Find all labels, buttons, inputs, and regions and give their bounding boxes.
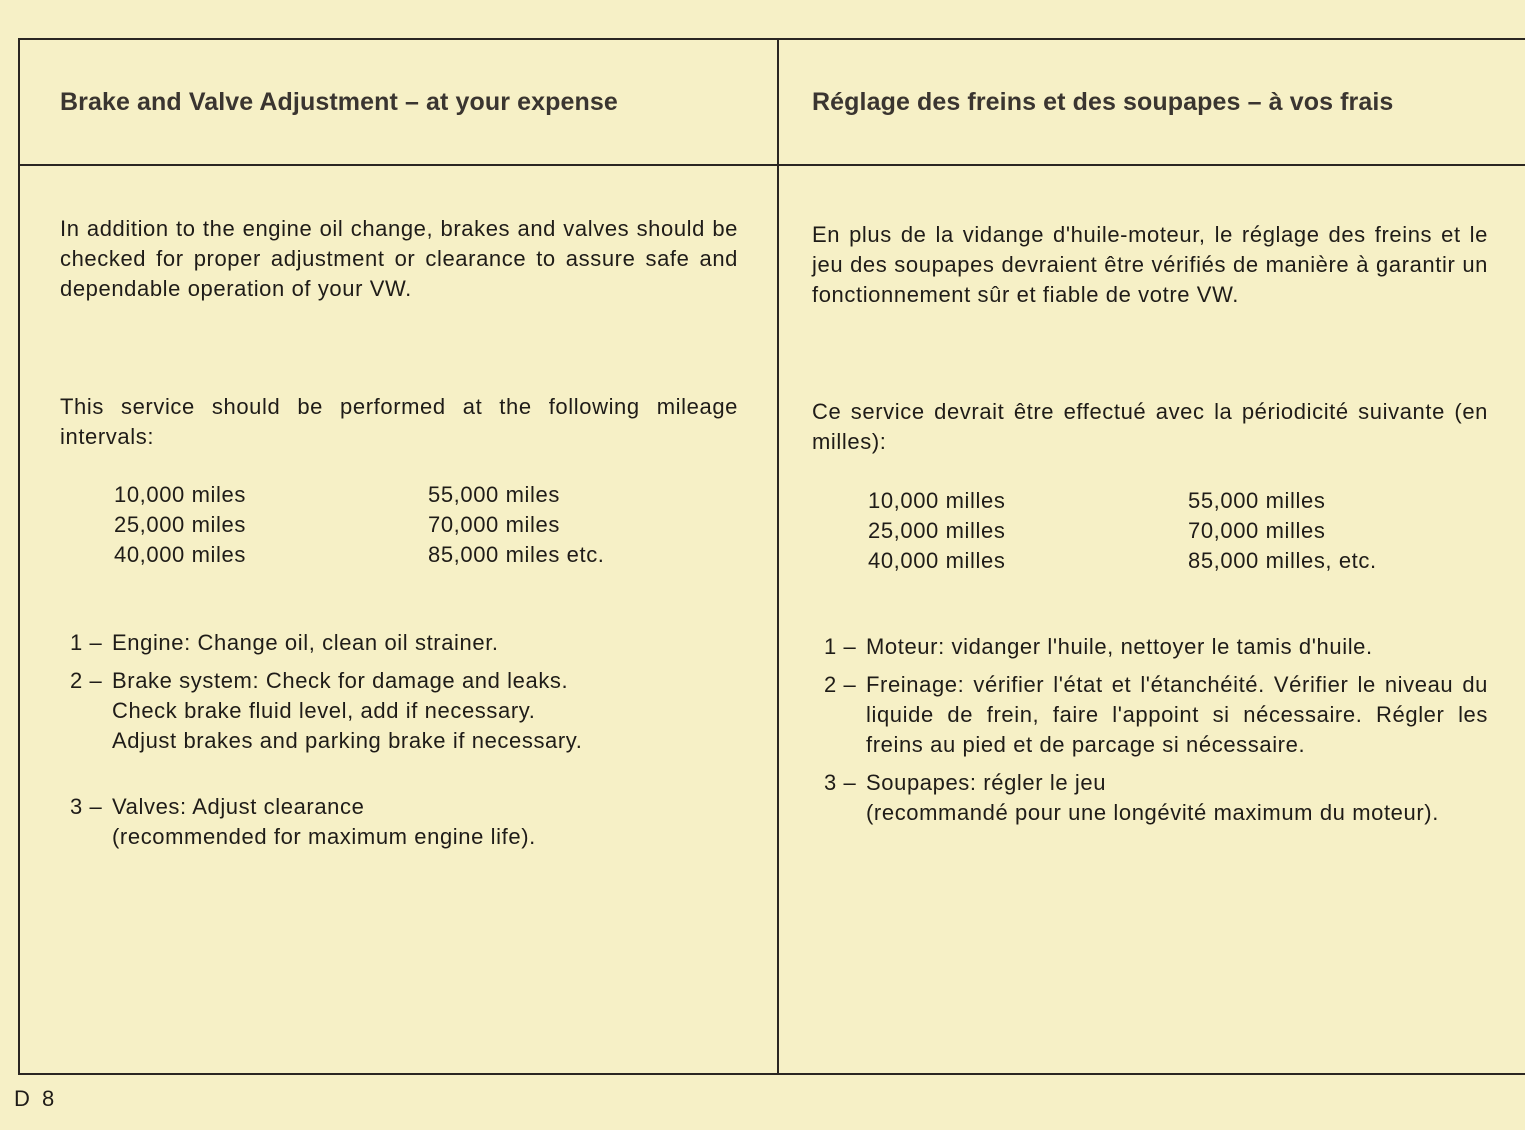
interval-item: 70,000 miles [428, 512, 560, 537]
english-intro: In addition to the engine oil change, brakes and valves should be checked for proper adjustment or clearance to assure safe and dependable operation of your VW. [60, 216, 738, 301]
service-step [70, 628, 738, 658]
service-step [70, 666, 738, 756]
step-line: Soupapes: régler le jeu [866, 770, 1107, 795]
step-line: Brake system: Check for damage and leaks. [112, 668, 569, 693]
interval-item: 85,000 miles etc. [428, 542, 605, 567]
interval-item: 40,000 milles [868, 548, 1006, 573]
step-text [112, 628, 738, 658]
french-interval-intro: Ce service devrait être effectué avec la périodicité suivante (en milles): [812, 399, 1488, 454]
step-text [866, 768, 1488, 828]
step-line: (recommandé pour une longévité maximum du moteur). [866, 800, 1439, 825]
manual-page-frame [18, 38, 1525, 1075]
step-number: 1 – [70, 630, 103, 655]
step-number: 3 – [70, 794, 103, 819]
step-line: (recommended for maximum engine life). [112, 824, 536, 849]
header-divider [20, 164, 1525, 166]
column-divider [777, 40, 779, 1073]
french-heading: Réglage des freins et des soupapes – à vos frais [812, 88, 1394, 116]
interval-item: 85,000 milles, etc. [1188, 548, 1377, 573]
step-text: Freinage: vérifier l'état et l'étanchéité. Vérifier le niveau du liquide de frein, faire l'appoint si nécessaire. Régler les freins au pied et de parcage si nécessaire. [866, 672, 1488, 757]
service-step [824, 632, 1488, 662]
step-line: Valves: Adjust clearance [112, 794, 365, 819]
interval-item: 40,000 miles [114, 542, 246, 567]
interval-item: 10,000 milles [868, 488, 1006, 513]
service-step [70, 792, 738, 852]
step-number: 2 – [70, 668, 103, 693]
french-mileage-intervals [868, 486, 1448, 576]
english-interval-intro: This service should be performed at the following mileage intervals: [60, 394, 738, 449]
step-line: Engine: Change oil, clean oil strainer. [112, 630, 499, 655]
interval-item: 55,000 miles [428, 482, 560, 507]
english-mileage-intervals [114, 480, 688, 570]
interval-item: 55,000 milles [1188, 488, 1326, 513]
english-heading: Brake and Valve Adjustment – at your expense [60, 88, 618, 116]
step-number: 1 – [824, 634, 857, 659]
step-text [112, 792, 738, 852]
step-line: Check brake fluid level, add if necessary. [112, 698, 536, 723]
service-step [824, 670, 1488, 760]
french-intro: En plus de la vidange d'huile-moteur, le réglage des freins et le jeu des soupapes devraient être vérifiés de manière à garantir un fonctionnement sûr et fiable de votre VW. [812, 222, 1488, 307]
service-step [824, 768, 1488, 828]
step-line: Adjust brakes and parking brake if necessary. [112, 728, 583, 753]
french-service-steps [824, 632, 1488, 828]
interval-item: 70,000 milles [1188, 518, 1326, 543]
english-service-steps [70, 628, 738, 852]
page-number: D 8 [14, 1086, 58, 1111]
step-text [112, 666, 738, 756]
interval-item: 25,000 miles [114, 512, 246, 537]
step-text: Moteur: vidanger l'huile, nettoyer le tamis d'huile. [866, 634, 1373, 659]
interval-item: 25,000 milles [868, 518, 1006, 543]
interval-item: 10,000 miles [114, 482, 246, 507]
step-number: 2 – [824, 672, 857, 697]
step-number: 3 – [824, 770, 857, 795]
